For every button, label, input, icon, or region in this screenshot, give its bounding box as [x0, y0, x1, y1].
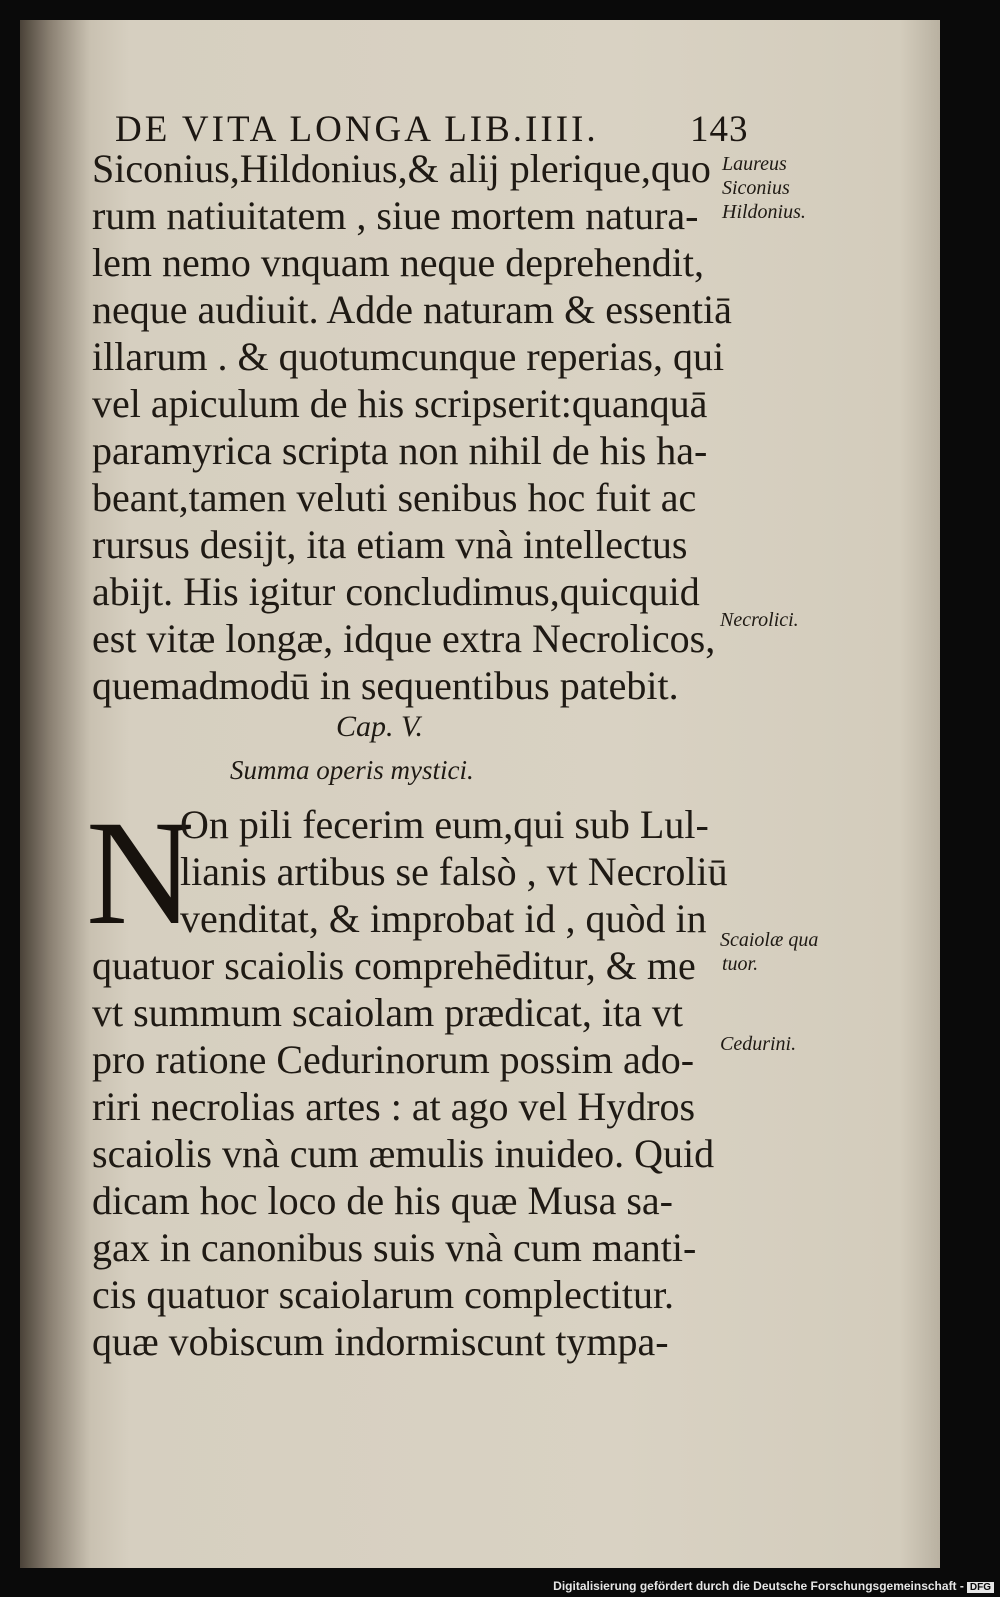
footer-text: Digitalisierung gefördert durch die Deutsche Forschungsgemeinschaft - [553, 1579, 964, 1593]
text-line: rursus desijt, ita etiam vnà intellectus [92, 522, 688, 567]
margin-note [722, 152, 806, 224]
text-line: gax in canonibus suis vnà cum manti- [92, 1225, 697, 1270]
text-line: lianis artibus se falsò , vt Necroliū [180, 849, 728, 894]
text-line: scaiolis vnà cum æmulis inuideo. Quid [92, 1131, 715, 1176]
dfg-logo: DFG [967, 1582, 994, 1593]
text-line: On pili fecerim eum,qui sub Lul- [180, 802, 709, 847]
text-line: venditat, & improbat id , quòd in [180, 896, 707, 941]
text-line: Siconius,Hildonius,& alij plerique,quo [92, 146, 711, 191]
text-line: quatuor scaiolis comprehēditur, & me [92, 943, 696, 988]
text-line: quemadmodū in sequentibus patebit. [92, 663, 679, 708]
text-line: paramyrica scripta non nihil de his ha- [92, 428, 708, 473]
book-page [20, 20, 940, 1568]
page-number: 143 [690, 109, 749, 150]
text-line: abijt. His igitur concludimus,quicquid [92, 569, 700, 614]
digitization-footer [553, 1579, 994, 1593]
margin-note-line: Scaiolæ qua [720, 929, 819, 951]
running-head-title: DE VITA LONGA LIB.IIII. [115, 109, 599, 150]
margin-note: Necrolici. [720, 609, 799, 631]
text-line: beant,tamen veluti senibus hoc fuit ac [92, 475, 697, 520]
text-line: illarum . & quotumcunque reperias, qui [92, 334, 725, 379]
margin-note-line: Laureus [722, 153, 787, 175]
chapter-subtitle: Summa operis mystici. [230, 755, 474, 785]
text-line: lem nemo vnquam neque deprehendit, [92, 240, 705, 285]
margin-note-line: Hildonius. [722, 201, 806, 223]
margin-note-line: Siconius [722, 177, 790, 199]
text-line: rum natiuitatem , siue mortem natura- [92, 193, 699, 238]
text-line: dicam hoc loco de his quæ Musa sa- [92, 1178, 673, 1223]
margin-note [720, 928, 818, 976]
text-line: vt summum scaiolam prædicat, ita vt [92, 990, 684, 1035]
text-line: pro ratione Cedurinorum possim ado- [92, 1037, 695, 1082]
margin-note: Cedurini. [720, 1033, 797, 1055]
drop-cap: N [86, 790, 195, 956]
text-line: vel apiculum de his scripserit:quanquā [92, 381, 708, 426]
margin-note-line: tuor. [722, 953, 759, 975]
chapter-heading: Cap. V. [336, 710, 423, 743]
text-line: neque audiuit. Adde naturam & essentiā [92, 287, 732, 332]
text-line: est vitæ longæ, idque extra Necrolicos, [92, 616, 716, 661]
text-line: quæ vobiscum indormiscunt tympa- [92, 1319, 669, 1364]
text-line: riri necrolias artes : at ago vel Hydros [92, 1084, 696, 1129]
text-line: cis quatuor scaiolarum complectitur. [92, 1272, 675, 1317]
running-head [115, 108, 765, 151]
